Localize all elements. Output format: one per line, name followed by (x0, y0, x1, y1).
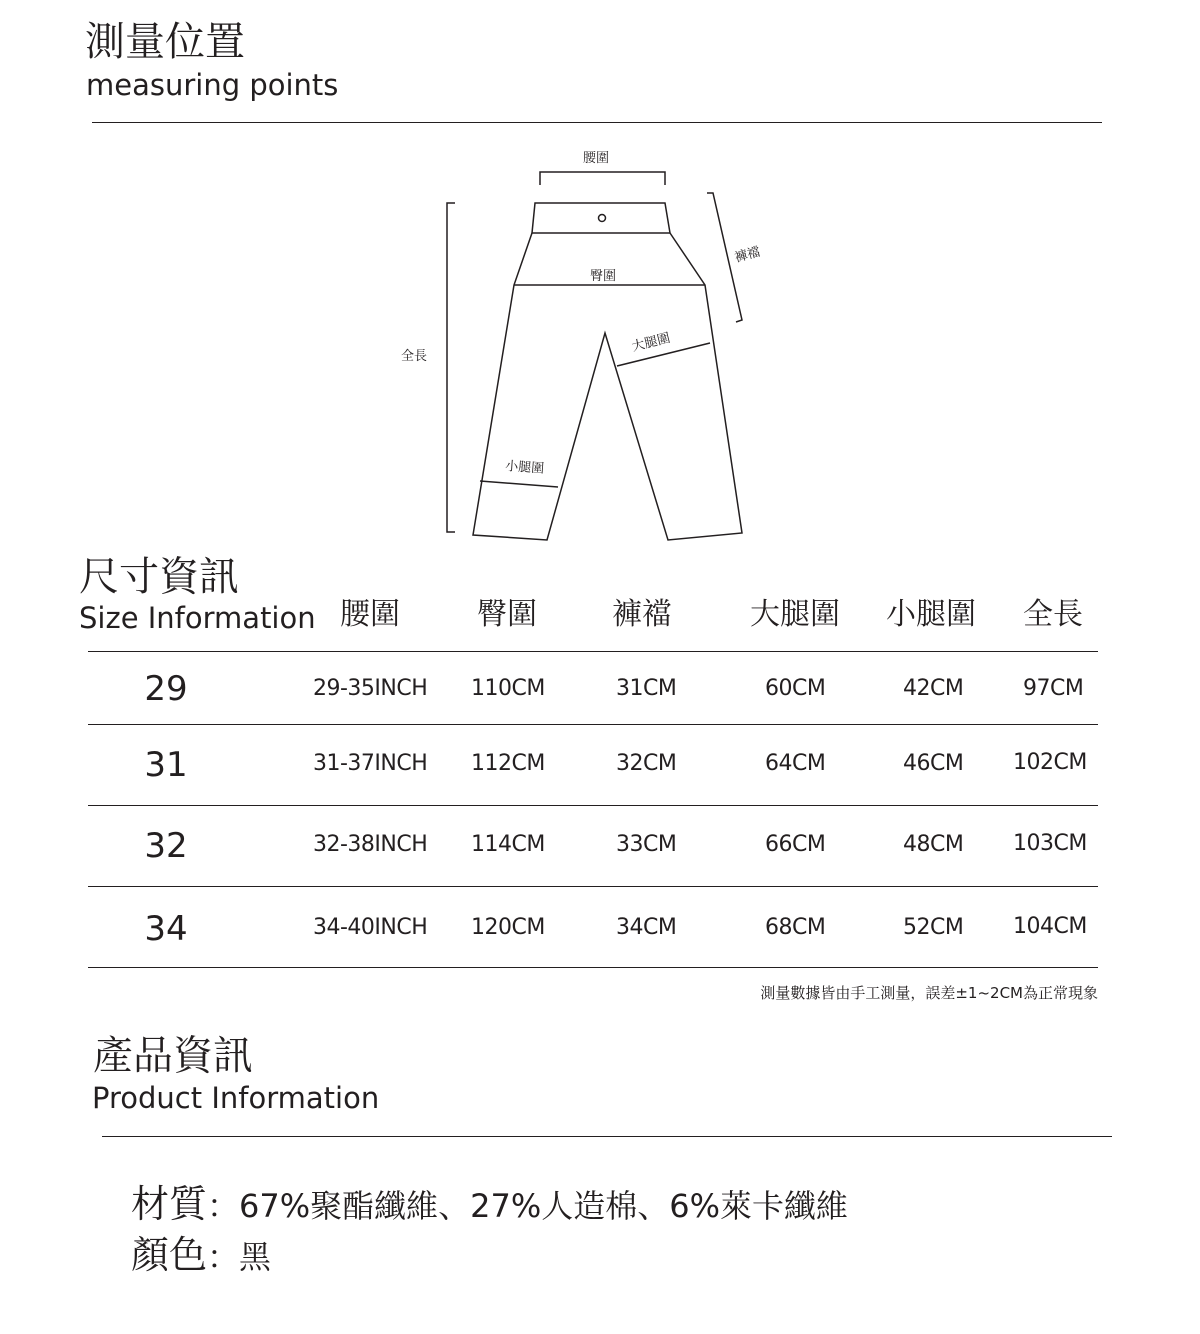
hip-cell: 114CM (471, 832, 545, 857)
thigh-cell: 66CM (765, 832, 826, 857)
measurement-note: 測量數據皆由手工測量，誤差±1~2CM為正常現象 (760, 984, 1098, 1002)
rise-diagram-label: 褲襠 (733, 244, 763, 266)
hip-cell: 120CM (471, 915, 545, 940)
material-line (131, 1182, 849, 1226)
calf-cell: 48CM (903, 832, 964, 857)
calf-diagram-label: 小腿圍 (504, 459, 545, 477)
table-rule-top (88, 651, 1098, 652)
product-divider (102, 1136, 1112, 1137)
waist-cell: 31-37INCH (313, 751, 428, 776)
waistband-outline (532, 203, 670, 233)
length-bracket (447, 203, 455, 532)
waist-bracket (540, 172, 665, 185)
length-cell: 104CM (1013, 914, 1087, 939)
rise-cell: 31CM (616, 676, 677, 701)
rise-cell: 34CM (616, 915, 677, 940)
thigh-diagram-label: 大腿圍 (630, 330, 672, 355)
measuring-title-en: measuring points (86, 68, 339, 102)
material-label: 材質 (131, 1182, 208, 1226)
waist-cell: 29-35INCH (313, 676, 428, 701)
column-header-waist: 腰圍 (340, 597, 400, 632)
thigh-cell: 60CM (765, 676, 826, 701)
hip-cell: 110CM (471, 676, 545, 701)
table-rule (88, 886, 1098, 887)
product-title-zh: 產品資訊 (93, 1033, 253, 1079)
color-separator: ： (207, 1238, 240, 1276)
waist-diagram-label: 腰圍 (583, 151, 610, 166)
product-title-en: Product Information (92, 1081, 380, 1115)
length-cell: 97CM (1023, 676, 1084, 701)
material-separator: ： (207, 1187, 240, 1225)
calf-cell: 46CM (903, 751, 964, 776)
material-value: 67%聚酯纖維、27%人造棉、6%萊卡纖維 (239, 1187, 849, 1225)
hip-cell: 112CM (471, 751, 545, 776)
hem-line (480, 481, 558, 487)
measuring-title-zh: 測量位置 (85, 19, 245, 65)
color-value: 黑 (239, 1238, 272, 1276)
length-cell: 102CM (1013, 750, 1087, 775)
column-header-rise: 褲襠 (612, 597, 672, 632)
column-header-hip: 臀圍 (477, 597, 537, 632)
column-header-calf: 小腿圍 (886, 597, 976, 632)
table-rule-bottom (88, 967, 1098, 968)
hip-diagram-label: 臀圍 (590, 269, 617, 284)
calf-cell: 52CM (903, 915, 964, 940)
size-cell: 34 (144, 909, 188, 949)
length-diagram-label: 全長 (401, 349, 428, 364)
button-icon (599, 215, 606, 222)
length-cell: 103CM (1013, 831, 1087, 856)
thigh-cell: 64CM (765, 751, 826, 776)
rise-cell: 33CM (616, 832, 677, 857)
pants-diagram (0, 0, 1200, 560)
table-rule (88, 724, 1098, 725)
thigh-cell: 68CM (765, 915, 826, 940)
column-header-length: 全長 (1023, 597, 1083, 632)
rise-cell: 32CM (616, 751, 677, 776)
calf-cell: 42CM (903, 676, 964, 701)
color-label: 顏色 (131, 1233, 208, 1277)
size-title-zh: 尺寸資訊 (79, 554, 239, 600)
size-cell: 32 (144, 826, 188, 866)
size-title-en: Size Information (79, 601, 316, 635)
column-header-thigh: 大腿圍 (750, 597, 840, 632)
color-line (131, 1233, 272, 1277)
size-cell: 29 (144, 669, 188, 709)
size-cell: 31 (144, 745, 188, 785)
table-rule (88, 805, 1098, 806)
waist-cell: 34-40INCH (313, 915, 428, 940)
waist-cell: 32-38INCH (313, 832, 428, 857)
